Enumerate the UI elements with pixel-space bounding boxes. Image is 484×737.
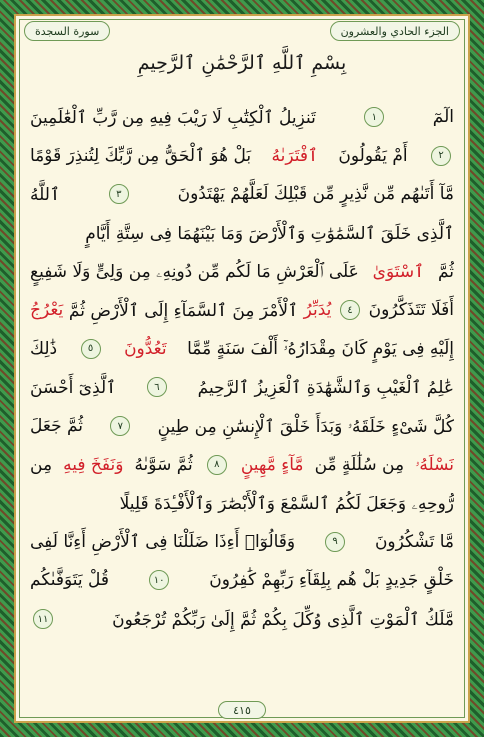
verse-text: أَفَلَا تَتَذَكَّرُونَ — [368, 300, 454, 321]
ayah-number-marker: ١ — [364, 107, 384, 127]
verse-text: تَنزِيلُ ٱلْكِتَٰبِ لَا رَيْبَ فِيهِ مِن رَّبِّ ٱلْعَٰلَمِينَ — [30, 107, 316, 128]
verse-text: رُّوحِهِۦ وَجَعَلَ لَكُمُ ٱلسَّمْعَ وَٱلْأَبْصَٰرَ وَٱلْأَفْـِٔدَةَ قَلِيلًا — [119, 493, 454, 514]
highlighted-word: يَعْرُجُ — [30, 300, 64, 321]
bismillah: بِسْمِ ٱللَّهِ ٱلرَّحْمَٰنِ ٱلرَّحِيمِ — [137, 52, 347, 74]
verse-text: قُلْ يَتَوَفَّىٰكُم — [30, 570, 110, 591]
verse-text: ثُمَّ جَعَلَ — [30, 416, 84, 437]
verse-line — [30, 98, 454, 137]
verse-text: بَلْ هُوَ ٱلْحَقُّ مِن رَّبِّكَ لِتُنذِرَ قَوْمًا — [30, 146, 252, 167]
ayah-number-marker: ٨ — [207, 455, 227, 475]
verse-text: إِلَيْهِ فِى يَوْمٍ كَانَ مِقْدَارُهُۥٓ أَلْفَ سَنَةٍ مِّمَّا — [187, 338, 454, 359]
verse-text: ذَٰلِكَ — [30, 338, 58, 359]
verse-text: الٓمٓ — [432, 107, 454, 128]
verse-text: مَّآ أَتَىٰهُم مِّن نَّذِيرٍ مِّن قَبْلِكَ لَعَلَّهُمْ يَهْتَدُونَ — [177, 184, 454, 205]
verse-text: مَّا تَشْكُرُونَ — [374, 531, 454, 552]
verse-text: ٱلَّذِى خَلَقَ ٱلسَّمَٰوَٰتِ وَٱلْأَرْضَ وَمَا بَيْنَهُمَا فِى سِتَّةِ أَيَّامٍ — [85, 223, 454, 244]
juz-label: الجزء الحادي والعشرون — [330, 21, 460, 41]
page-number: ٤١٥ — [218, 701, 266, 719]
verse-line — [30, 137, 454, 176]
verse-text: مِن سُلَٰلَةٍ مِّن — [314, 454, 405, 475]
verse-text: ثُمَّ — [437, 261, 454, 282]
surah-label: سورة السجدة — [24, 21, 110, 41]
verse-text: وَقَالُوٓا۟ أَءِذَا ضَلَلْنَا فِى ٱلْأَرْضِ أَءِنَّا لَفِى — [30, 532, 296, 553]
verse-text: خَلْقٍ جَدِيدٍ بَلْ هُم بِلِقَآءِ رَبِّهِمْ كَٰفِرُونَ — [209, 570, 454, 591]
verse-line — [30, 252, 454, 291]
ayah-number-marker: ٤ — [340, 300, 360, 320]
highlighted-word: ٱفْتَرَىٰهُ — [271, 146, 318, 167]
verse-line — [30, 175, 454, 214]
verse-line — [30, 291, 454, 330]
page-header — [24, 18, 460, 44]
verse-text: ثُمَّ سَوَّىٰهُ — [134, 454, 193, 475]
verse-text: عَٰلِمُ ٱلْغَيْبِ وَٱلشَّهَٰدَةِ ٱلْعَزِيزُ ٱلرَّحِيمُ — [197, 377, 454, 398]
verse-line — [30, 407, 454, 446]
highlighted-word: ٱسْتَوَىٰ — [372, 262, 425, 283]
ayah-number-marker: ٦ — [147, 377, 167, 397]
ayah-number-marker: ٣ — [109, 184, 129, 204]
verse-text: ٱلَّذِىٓ أَحْسَنَ — [30, 377, 117, 398]
verse-text: عَلَى ٱلْعَرْشِ مَا لَكُم مِّن دُونِهِۦ مِن وَلِىٍّ وَلَا شَفِيعٍ — [30, 261, 359, 282]
ayah-number-marker: ١٠ — [149, 570, 169, 590]
highlighted-word: مَّآءٍ مَّهِينٍ — [240, 454, 304, 475]
verse-text: مِن — [30, 454, 53, 475]
highlighted-word: نَسْلَهُۥ — [415, 454, 454, 475]
verse-line — [30, 600, 454, 639]
text-frame — [14, 14, 470, 723]
verse-line — [30, 368, 454, 407]
ayah-number-marker: ٩ — [325, 532, 345, 552]
verse-text: ٱللَّهُ — [30, 184, 60, 205]
verse-lines — [30, 98, 454, 638]
verse-text: أَمْ يَقُولُونَ — [338, 145, 408, 166]
highlighted-word: تَعُدُّونَ — [124, 338, 167, 359]
verse-text: ٱلْأَمْرَ مِنَ ٱلسَّمَآءِ إِلَى ٱلْأَرْضِ ثُمَّ — [68, 300, 298, 321]
verse-line — [30, 330, 454, 369]
verse-text: كُلَّ شَىْءٍ خَلَقَهُۥ وَبَدَأَ خَلْقَ ٱلْإِنسَٰنِ مِن طِينٍ — [157, 416, 454, 437]
ayah-number-marker: ٧ — [110, 416, 130, 436]
page-footer — [16, 699, 468, 721]
verse-line — [30, 445, 454, 484]
ayah-number-marker: ١١ — [33, 609, 53, 629]
highlighted-word: يُدَبِّرُ — [303, 300, 332, 321]
verse-line — [30, 214, 454, 253]
ayah-number-marker: ٢ — [431, 146, 451, 166]
verse-line — [30, 484, 454, 523]
highlighted-word: وَنَفَخَ فِيهِ — [63, 454, 124, 475]
ayah-number-marker: ٥ — [81, 339, 101, 359]
verse-text: مَّلَكُ ٱلْمَوْتِ ٱلَّذِى وُكِّلَ بِكُمْ ثُمَّ إِلَىٰ رَبِّكُمْ تُرْجَعُونَ — [112, 609, 454, 630]
verse-line — [30, 561, 454, 600]
verse-line — [30, 523, 454, 562]
